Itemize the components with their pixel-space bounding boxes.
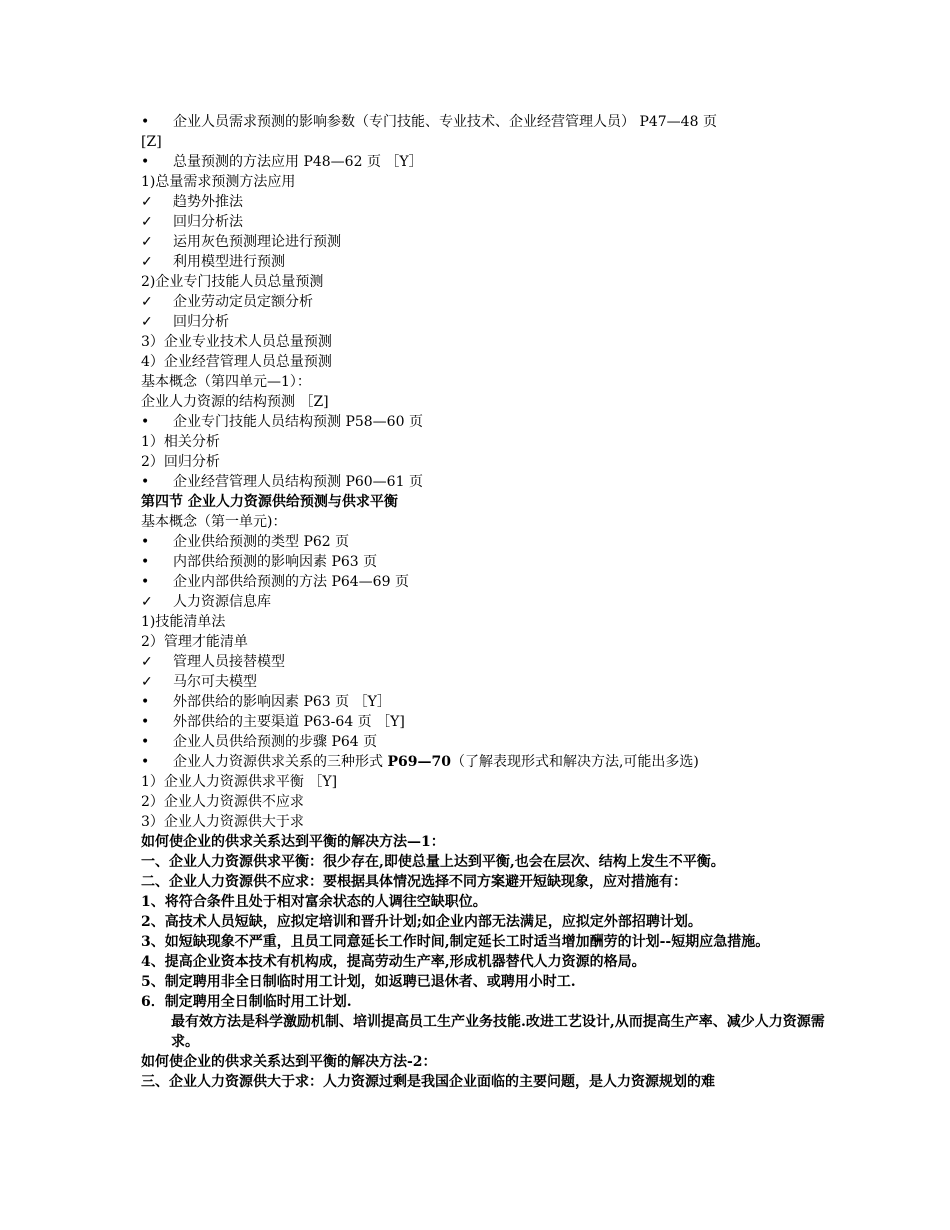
text-line: [141, 492, 826, 512]
line-text: 运用灰色预测理论进行预测: [173, 234, 341, 250]
line-text: 人力资源信息库: [173, 594, 271, 610]
text-line: [141, 852, 826, 872]
line-text: 企业专门技能人员结构预测 P58—60 页: [173, 414, 423, 430]
line-text: 外部供给的主要渠道 P63-64 页 ［Y]: [173, 714, 405, 730]
text-line: [141, 332, 826, 352]
checkmark-icon: ✓: [141, 294, 153, 310]
bullet-icon: •: [141, 694, 150, 710]
line-text: 1)总量需求预测方法应用: [141, 174, 296, 190]
line-text: 2）管理才能清单: [141, 634, 248, 650]
line-text: 马尔可夫模型: [173, 674, 257, 690]
line-text: 如何使企业的供求关系达到平衡的解决方法—1：: [141, 834, 445, 850]
text-line: [141, 252, 826, 272]
text-line: [141, 412, 826, 432]
bullet-icon: •: [141, 154, 150, 170]
text-line: [141, 372, 826, 392]
text-line: [141, 812, 826, 832]
bullet-icon: •: [141, 754, 150, 770]
text-line: [141, 512, 826, 532]
line-text: 企业供给预测的类型 P62 页: [173, 534, 350, 550]
line-text: 2）回归分析: [141, 454, 220, 470]
line-text: 如何使企业的供求关系达到平衡的解决方法-2：: [141, 1054, 437, 1070]
bullet-icon: •: [141, 534, 150, 550]
text-line: [141, 672, 826, 692]
text-line: [141, 872, 826, 892]
checkmark-icon: ✓: [141, 674, 153, 690]
checkmark-icon: ✓: [141, 654, 153, 670]
text-line: [141, 192, 826, 212]
line-text: 企业经营管理人员结构预测 P60—61 页: [173, 474, 423, 490]
text-line: [141, 892, 826, 912]
line-text: 企业内部供给预测的方法 P64—69 页: [173, 574, 409, 590]
line-text: 基本概念（第一单元)：: [141, 514, 287, 530]
bullet-icon: •: [141, 554, 150, 570]
text-line: [141, 732, 826, 752]
line-text: 内部供给预测的影响因素 P63 页: [173, 554, 378, 570]
text-line: [141, 312, 826, 332]
text-line: [141, 552, 826, 572]
text-line: [141, 932, 826, 952]
line-text: 1）企业人力资源供求平衡 ［Y]: [141, 774, 338, 790]
line-text: 二、企业人力资源供不应求：要根据具体情况选择不同方案避开短缺现象，应对措施有：: [141, 874, 687, 890]
line-text: 基本概念（第四单元—1）：: [141, 374, 311, 390]
line-text: [Z]: [141, 134, 162, 150]
checkmark-icon: ✓: [141, 314, 153, 330]
line-text: 最有效方法是科学激励机制、培训提高员工生产业务技能.改进工艺设计,从而提高生产率、减少人力资源需求。: [171, 1014, 825, 1050]
line-text: 2）企业人力资源供不应求: [141, 794, 304, 810]
line-text: 三、企业人力资源供大于求：人力资源过剩是我国企业面临的主要问题，是人力资源规划的难: [141, 1074, 715, 1090]
line-text: 3）企业人力资源供大于求: [141, 814, 304, 830]
text-line: [141, 392, 826, 412]
text-line: [141, 832, 826, 852]
line-text: 6．制定聘用全日制临时用工计划.: [141, 994, 352, 1010]
line-text: 趋势外推法: [173, 194, 243, 210]
line-text: 2)企业专门技能人员总量预测: [141, 274, 324, 290]
line-text: 1)技能清单法: [141, 614, 226, 630]
text-line: [141, 612, 826, 632]
checkmark-icon: ✓: [141, 194, 153, 210]
text-line: [141, 592, 826, 612]
line-text: 1）相关分析: [141, 434, 220, 450]
line-text: 3）企业专业技术人员总量预测: [141, 334, 332, 350]
line-text: 企业人员需求预测的影响参数（专门技能、专业技术、企业经营管理人员） P47—48 页: [173, 114, 717, 130]
line-text: 企业人力资源供求关系的三种形式: [173, 754, 388, 770]
text-line: [141, 132, 826, 152]
text-line: [141, 452, 826, 472]
page-reference: P69—70: [387, 754, 451, 770]
text-line: [141, 712, 826, 732]
text-line: [141, 272, 826, 292]
bullet-icon: •: [141, 474, 150, 490]
line-text: 企业人员供给预测的步骤 P64 页: [173, 734, 378, 750]
text-line: [141, 292, 826, 312]
text-line: [141, 1072, 826, 1092]
text-line: [141, 432, 826, 452]
line-text: 利用模型进行预测: [173, 254, 285, 270]
bullet-icon: •: [141, 574, 150, 590]
text-line: [141, 652, 826, 672]
text-line: [141, 112, 826, 132]
line-note: （了解表现形式和解决方法,可能出多选): [450, 754, 699, 770]
line-text: 总量预测的方法应用 P48—62 页 ［Y］: [173, 154, 423, 170]
text-line: [141, 792, 826, 812]
checkmark-icon: ✓: [141, 234, 153, 250]
text-line: [141, 912, 826, 932]
text-line: [141, 212, 826, 232]
text-line: [141, 572, 826, 592]
text-line: [141, 152, 826, 172]
line-text: 外部供给的影响因素 P63 页 ［Y］: [173, 694, 391, 710]
checkmark-icon: ✓: [141, 254, 153, 270]
text-line: [141, 772, 826, 792]
checkmark-icon: ✓: [141, 214, 153, 230]
text-line: [141, 352, 826, 372]
line-text: 1、将符合条件且处于相对富余状态的人调往空缺职位。: [141, 894, 487, 910]
text-line: [141, 992, 826, 1012]
document-body: [141, 112, 826, 1092]
line-text: 2、高技术人员短缺，应拟定培训和晋升计划;如企业内部无法满足，应拟定外部招聘计划。: [141, 914, 702, 930]
text-line: [141, 1052, 826, 1072]
line-text: 企业劳动定员定额分析: [173, 294, 313, 310]
text-line: [141, 1012, 826, 1052]
line-text: 一、企业人力资源供求平衡：很少存在,即使总量上达到平衡,也会在层次、结构上发生不平衡。: [141, 854, 725, 870]
bullet-icon: •: [141, 734, 150, 750]
text-line: [141, 232, 826, 252]
line-text: 4、提高企业资本技术有机构成，提高劳动生产率,形成机器替代人力资源的格局。: [141, 954, 646, 970]
line-text: 5、制定聘用非全日制临时用工计划，如返聘已退休者、或聘用小时工.: [141, 974, 576, 990]
text-line: [141, 952, 826, 972]
bullet-icon: •: [141, 114, 150, 130]
text-line: [141, 532, 826, 552]
text-line: [141, 172, 826, 192]
text-line: [141, 692, 826, 712]
bullet-icon: •: [141, 714, 150, 730]
line-text: 回归分析: [173, 314, 229, 330]
line-text: 回归分析法: [173, 214, 243, 230]
text-line: [141, 972, 826, 992]
line-text: 3、如短缺现象不严重，且员工同意延长工作时间,制定延长工时适当增加酬劳的计划--短期应急措施。: [141, 934, 770, 950]
text-line: [141, 472, 826, 492]
line-text: 企业人力资源的结构预测 ［Z]: [141, 394, 329, 410]
line-text: 第四节 企业人力资源供给预测与供求平衡: [141, 494, 398, 510]
line-text: 管理人员接替模型: [173, 654, 285, 670]
line-text: 4）企业经营管理人员总量预测: [141, 354, 332, 370]
text-line: [141, 632, 826, 652]
checkmark-icon: ✓: [141, 594, 153, 610]
bullet-icon: •: [141, 414, 150, 430]
text-line: [141, 752, 826, 772]
